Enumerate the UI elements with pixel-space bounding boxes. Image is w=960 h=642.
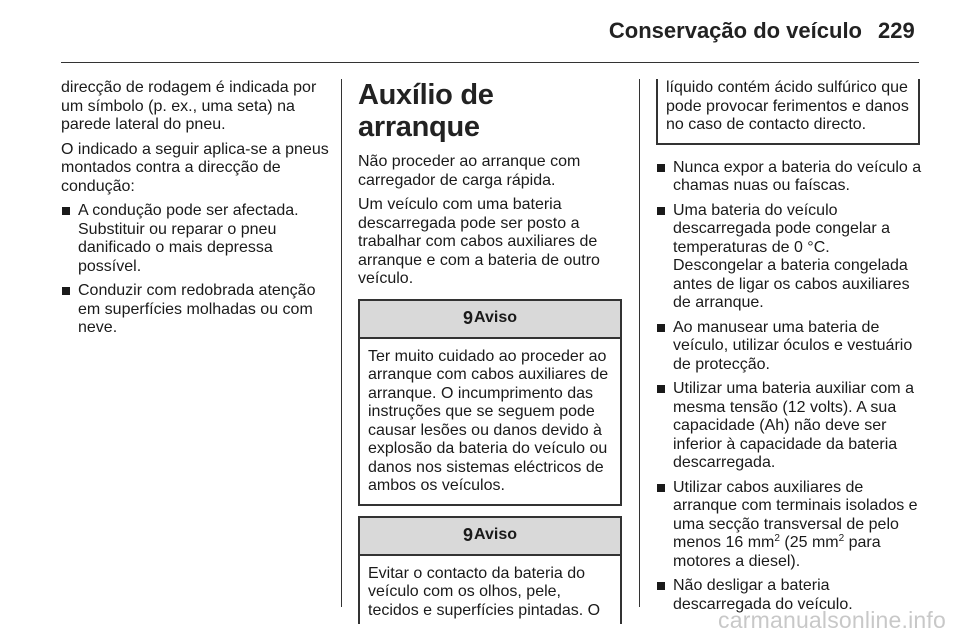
page-header-title: Conservação do veículo (608, 18, 862, 43)
column-middle (358, 79, 622, 634)
list-item-text: Utilizar cabos auxiliares de arranque com terminais isolados e uma secção transversal de pelo menos 16 $mm^2$ (25 $mm^2$ para motores a diesel). (673, 478, 918, 570)
list-item-text: Uma bateria do veículo descarregada pode congelar a temperaturas de 0 °C. Descongelar a bateria congelada antes de ligar os cabos auxiliares de arranque. (673, 201, 910, 311)
list-item-text: Ao manusear uma bateria de veículo, utilizar óculos e vestuário de protecção. (673, 318, 913, 373)
warning-icon: 9 (463, 525, 474, 546)
bullet-icon (657, 582, 665, 590)
warning-text: Evitar o contacto da bateria do veículo com os olhos, pele, tecidos e superfícies pintadas. O (368, 564, 601, 619)
warning-header (360, 518, 620, 556)
bullet-icon (657, 484, 665, 492)
list-item (656, 159, 922, 196)
list-item (656, 479, 922, 572)
column-divider-left (341, 79, 342, 607)
list-item (656, 319, 922, 375)
section-title: Auxílio de arranque (358, 79, 494, 143)
list-item-text: A condução pode ser afectada. Substituir ou reparar o pneu danificado o mais depressa possível. (78, 202, 299, 275)
list-item (656, 380, 922, 473)
warning-label: Aviso (474, 526, 517, 544)
warning-continuation: líquido contém ácido sulfúrico que pode provocar ferimentos e danos no caso de contacto directo. (656, 79, 920, 145)
column-divider-right (639, 79, 640, 607)
paragraph: direcção de rodagem é indicada por um símbolo (p. ex., uma seta) na parede lateral do pneu. (61, 79, 317, 133)
list-item-text: Conduzir com redobrada atenção em superfícies molhadas ou com neve. (78, 282, 316, 336)
bullet-icon (657, 164, 665, 172)
warning-label: Aviso (474, 309, 517, 327)
bullet-list (656, 159, 922, 615)
warning-text: Ter muito cuidado ao proceder ao arranque com cabos auxiliares de arranque. O incumprimento das instruções que se seguem pode causar lesões ou danos devido à explosão da bateria do veículo ou danos nos sistemas eléctricos de ambos os veículos. (368, 347, 609, 494)
list-item-text: Nunca expor a bateria do veículo a chamas nuas ou faíscas. (673, 158, 922, 194)
bullet-icon (657, 324, 665, 332)
list-item (61, 202, 329, 276)
column-left (61, 79, 329, 344)
paragraph: Um veículo com uma bateria descarregada pode ser posto a trabalhar com cabos auxiliares de arranque e com a bateria de outro veículo. (358, 196, 600, 287)
list-item (656, 202, 922, 313)
watermark[interactable]: carmanualsonline.info (718, 607, 946, 633)
list-item-text: Utilizar uma bateria auxiliar com a mesma tensão (12 volts). A sua capacidade (Ah) não deve ser inferior à capacidade da bateria descarregada. (673, 380, 914, 471)
column-right (656, 79, 922, 620)
list-item (61, 282, 329, 338)
bullet-list (61, 202, 329, 338)
bullet-icon (62, 287, 70, 295)
warning-box (358, 299, 622, 506)
paragraph: O indicado a seguir aplica-se a pneus montados contra a direcção de condução: (61, 140, 329, 195)
paragraph: Não proceder ao arranque com carregador de carga rápida. (358, 153, 581, 189)
bullet-icon (657, 207, 665, 215)
bullet-icon (657, 385, 665, 393)
header-divider (61, 62, 919, 63)
warning-icon: 9 (463, 308, 474, 329)
list-item-text: Não desligar a bateria descarregada do veículo. (673, 577, 853, 613)
warning-header (360, 301, 620, 339)
page-number: 229 (878, 18, 915, 43)
warning-box (358, 516, 622, 625)
bullet-icon (62, 207, 70, 215)
